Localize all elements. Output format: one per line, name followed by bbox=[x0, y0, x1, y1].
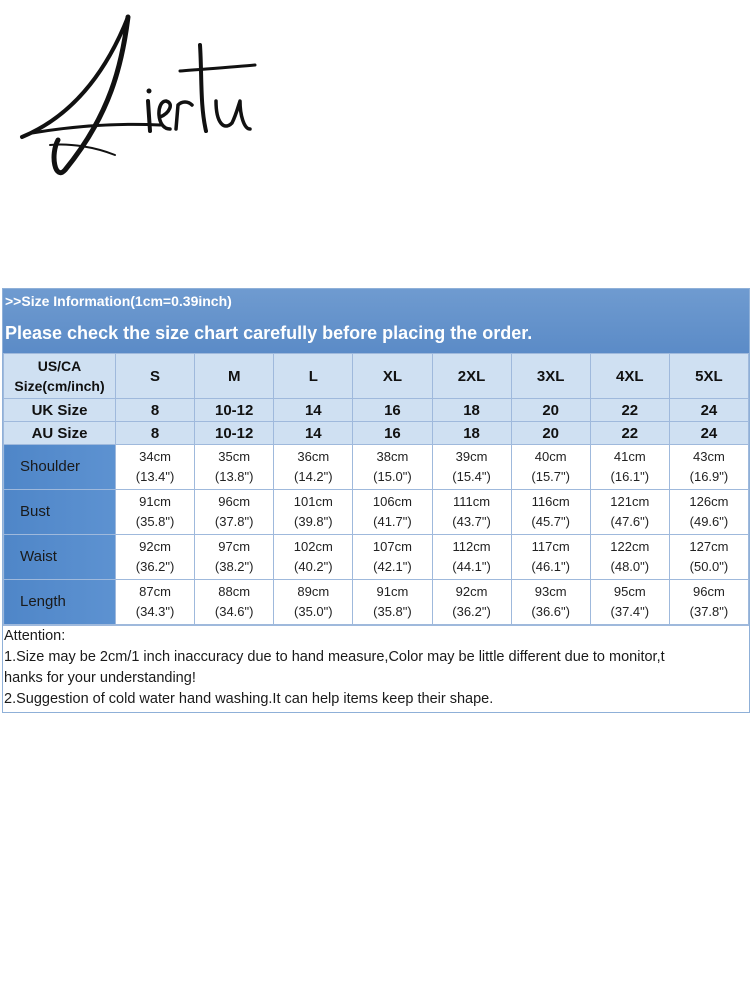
measurement-cell: 89cm (35.0") bbox=[274, 580, 353, 625]
measurement-cell: 121cm (47.6") bbox=[590, 490, 669, 535]
size-chart bbox=[2, 288, 750, 713]
measurement-cell: 35cm (13.8") bbox=[195, 445, 274, 490]
measurement-cell: 96cm (37.8") bbox=[195, 490, 274, 535]
uk-size-label: UK Size bbox=[4, 399, 116, 422]
measurement-cell: 111cm (43.7") bbox=[432, 490, 511, 535]
us-size-label: US/CA Size(cm/inch) bbox=[4, 354, 116, 399]
size-header-cell: L bbox=[274, 354, 353, 399]
measurement-cell: 91cm (35.8") bbox=[116, 490, 195, 535]
measurement-cell: 92cm (36.2") bbox=[116, 535, 195, 580]
measurement-row-bust bbox=[4, 490, 749, 535]
measurement-cell: 97cm (38.2") bbox=[195, 535, 274, 580]
uk-size-row bbox=[4, 399, 749, 422]
measurement-label: Bust bbox=[4, 490, 116, 535]
measurement-cell: 87cm (34.3") bbox=[116, 580, 195, 625]
measurement-cell: 91cm (35.8") bbox=[353, 580, 432, 625]
measurement-cell: 34cm (13.4") bbox=[116, 445, 195, 490]
measurement-cell: 39cm (15.4") bbox=[432, 445, 511, 490]
au-size-label: AU Size bbox=[4, 422, 116, 445]
au-size-cell: 22 bbox=[590, 422, 669, 445]
note-line-1b: hanks for your understanding! bbox=[4, 670, 196, 686]
uk-size-cell: 8 bbox=[116, 399, 195, 422]
measurement-cell: 36cm (14.2") bbox=[274, 445, 353, 490]
measurement-cell: 95cm (37.4") bbox=[590, 580, 669, 625]
measurement-row-length bbox=[4, 580, 749, 625]
measurement-cell: 43cm (16.9") bbox=[669, 445, 748, 490]
uk-size-cell: 16 bbox=[353, 399, 432, 422]
uk-size-cell: 24 bbox=[669, 399, 748, 422]
measurement-cell: 107cm (42.1") bbox=[353, 535, 432, 580]
measurement-cell: 40cm (15.7") bbox=[511, 445, 590, 490]
uk-size-cell: 14 bbox=[274, 399, 353, 422]
measurement-label: Shoulder bbox=[4, 445, 116, 490]
measurement-cell: 117cm (46.1") bbox=[511, 535, 590, 580]
au-size-row bbox=[4, 422, 749, 445]
au-size-cell: 8 bbox=[116, 422, 195, 445]
size-header-cell: 4XL bbox=[590, 354, 669, 399]
au-size-cell: 10-12 bbox=[195, 422, 274, 445]
size-header-cell: M bbox=[195, 354, 274, 399]
size-header-cell: S bbox=[116, 354, 195, 399]
measurement-cell: 116cm (45.7") bbox=[511, 490, 590, 535]
note-line-1a: 1.Size may be 2cm/1 inch inaccuracy due to hand measure,Color may be little different due to monitor,t bbox=[4, 649, 665, 665]
uk-size-cell: 22 bbox=[590, 399, 669, 422]
uk-size-cell: 10-12 bbox=[195, 399, 274, 422]
measurement-cell: 127cm (50.0") bbox=[669, 535, 748, 580]
size-table bbox=[3, 353, 749, 625]
measurement-cell: 88cm (34.6") bbox=[195, 580, 274, 625]
measurement-row-shoulder bbox=[4, 445, 749, 490]
measurement-cell: 96cm (37.8") bbox=[669, 580, 748, 625]
measurement-cell: 93cm (36.6") bbox=[511, 580, 590, 625]
attention-notes bbox=[3, 625, 749, 712]
us-size-row bbox=[4, 354, 749, 399]
au-size-cell: 16 bbox=[353, 422, 432, 445]
measurement-cell: 41cm (16.1") bbox=[590, 445, 669, 490]
uk-size-cell: 18 bbox=[432, 399, 511, 422]
measurement-label: Length bbox=[4, 580, 116, 625]
au-size-cell: 18 bbox=[432, 422, 511, 445]
measurement-cell: 126cm (49.6") bbox=[669, 490, 748, 535]
measurement-cell: 102cm (40.2") bbox=[274, 535, 353, 580]
measurement-row-waist bbox=[4, 535, 749, 580]
brand-logo bbox=[10, 5, 260, 185]
measurement-cell: 112cm (44.1") bbox=[432, 535, 511, 580]
brand-logo-script bbox=[10, 5, 260, 185]
uk-size-cell: 20 bbox=[511, 399, 590, 422]
au-size-cell: 20 bbox=[511, 422, 590, 445]
size-info-banner bbox=[3, 289, 749, 353]
au-size-cell: 14 bbox=[274, 422, 353, 445]
measurement-cell: 101cm (39.8") bbox=[274, 490, 353, 535]
measurement-cell: 38cm (15.0") bbox=[353, 445, 432, 490]
measurement-label: Waist bbox=[4, 535, 116, 580]
note-line-2: 2.Suggestion of cold water hand washing.It can help items keep their shape. bbox=[4, 691, 494, 707]
measurement-cell: 92cm (36.2") bbox=[432, 580, 511, 625]
size-header-cell: 5XL bbox=[669, 354, 748, 399]
notes-title: Attention: bbox=[4, 628, 66, 644]
size-header-cell: XL bbox=[353, 354, 432, 399]
size-header-cell: 2XL bbox=[432, 354, 511, 399]
au-size-cell: 24 bbox=[669, 422, 748, 445]
banner-title: >>Size Information(1cm=0.39inch) bbox=[5, 293, 232, 309]
measurement-cell: 122cm (48.0") bbox=[590, 535, 669, 580]
measurement-cell: 106cm (41.7") bbox=[353, 490, 432, 535]
banner-subtitle: Please check the size chart carefully before placing the order. bbox=[5, 323, 533, 343]
size-header-cell: 3XL bbox=[511, 354, 590, 399]
